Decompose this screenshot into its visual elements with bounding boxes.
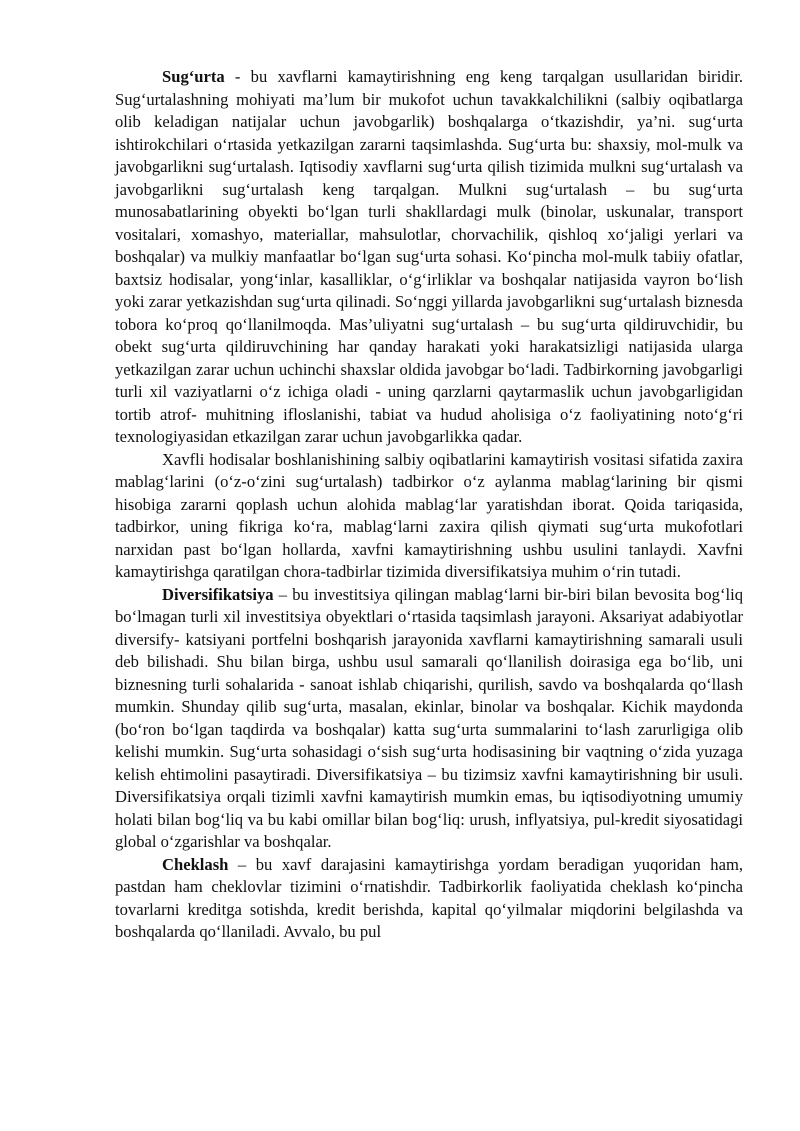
paragraph-reserve-funds xyxy=(115,449,743,584)
paragraph-reserve-funds-text: Xavfli hodisalar boshlanishining salbiy oqibatlarini kamaytirish vositasi sifatida zaxira mablag‘larini (o‘z-o‘zini sug‘urtalash) tadbirkor o‘z aylanma mablag‘larining bir qismi hisobiga zararni qoplash uchun alohida mablag‘lar yaratishdan iborat. Qoida tariqasida, tadbirkor, uning fikriga ko‘ra, mablag‘larni zaxira qilish qiymati sug‘urta mukofotlari narxidan past bo‘lgan hollarda, xavfni kamaytirishning ushbu usulini tanlaydi. Xavfni kamaytirishga qaratilgan chora-tadbirlar tizimida diversifikatsiya muhim o‘rin tutadi. xyxy=(115,449,743,581)
term-limitation: Cheklash xyxy=(162,854,229,874)
term-diversification: Diversifikatsiya xyxy=(162,584,274,604)
paragraph-insurance xyxy=(115,66,743,449)
paragraph-limitation xyxy=(115,854,743,944)
paragraph-insurance-text: - bu xavflarni kamaytirishning eng keng tarqalgan usullaridan biridir. Sug‘urtalashning mohiyati ma’lum bir mukofot uchun tavakkalchilikni (salbiy oqibatlarga olib keladigan natijalar uchun javobgarlik) boshqalarga o‘tkazishdir, ya’ni. sug‘urta ishtirokchilari o‘rtasida yetkazilgan zararni taqsimlashda. Sug‘urta bu: shaxsiy, mol-mulk va javobgarlikni sug‘urtalash. Iqtisodiy xavflarni sug‘urta qilish tizimida mulkni sug‘urtalash va javobgarlikni sug‘urtalash keng tarqalgan. Mulkni sug‘urtalash – bu sug‘urta munosabatlarining obyekti bo‘lgan turli shakllardagi mulk (binolar, uskunalar, transport vositalari, xomashyo, materiallar, mahsulotlar, chorvachilik, qishloq xo‘jaligi yerlari va boshqalar) va mulkiy manfaatlar bo‘lgan sug‘urta sohasi. Ko‘pincha mol-mulk tabiiy ofatlar, baxtsiz hodisalar, yong‘inlar, kasalliklar, o‘g‘irliklar va boshqalar natijasida vayron bo‘lish yoki zarar yetkazishdan sug‘urta qilinadi. So‘nggi yillarda javobgarlikni sug‘urtalash biznesda tobora ko‘proq qo‘llanilmoqda. Mas’uliyatni sug‘urtalash – bu sug‘urta qildiruvchidir, bu obekt sug‘urta qildiruvchining har qanday harakati yoki harakatsizligi natijasida ularga yetkazilgan zarar uchun uchinchi shaxslar oldida javobgar bo‘ladi. Tadbirkorning javobgarligi turli xil vaziyatlarni o‘z ichiga oladi - uning qarzlarni qaytarmaslik uchun javobgarligidan tortib atrof- muhitning ifloslanishi, tabiat va hudud aholisiga o‘z faoliyatining noto‘g‘ri texnologiyasidan etkazilgan zarar uchun javobgarlikka qadar. xyxy=(115,67,743,446)
paragraph-diversification-text: – bu investitsiya qilingan mablag‘larni bir-biri bilan bevosita bog‘liq bo‘lmagan turli xil investitsiya obyektlari o‘rtasida taqsimlash jarayoni. Aksariyat adabiyotlar diversify- katsiyani portfelni boshqarish jarayonida xavflarni kamaytirishning samarali usuli deb bilishadi. Shu bilan birga, ushbu usul samarali qo‘llanilish doirasiga ega bo‘lib, uni biznesning turli sohalarida - sanoat ishlab chiqarishi, qurilish, savdo va boshqalarda qo‘llash mumkin. Shunday qilib sug‘urta, masalan, ekinlar, binolar va boshqalar. Kichik maydonda (bo‘ron bo‘lgan taqdirda va boshqalar) katta sug‘urta summalarini to‘lash zarurligiga olib kelishi mumkin. Sug‘urta sohasidagi o‘sish sug‘urta hodisasining bir vaqtning o‘zida yuzaga kelish ehtimolini pasaytiradi. Diversifikatsiya – bu tizimsiz xavfni kamaytirishning bir usuli. Diversifikatsiya orqali tizimli xavfni kamaytirish mumkin emas, bu iqtisodiyotning umumiy holati bilan bog‘liq va bu kabi omillar bilan bog‘liq: urush, inflyatsiya, pul-kredit siyosatidagi global o‘zgarishlar va boshqalar. xyxy=(115,584,743,851)
term-insurance: Sug‘urta xyxy=(162,67,225,86)
paragraph-diversification xyxy=(115,584,743,854)
paragraph-limitation-text: – bu xavf darajasini kamaytirishga yordam beradigan yuqoridan ham, pastdan ham cheklovlar tizimini o‘rnatishdir. Tadbirkorlik faoliyatida cheklash ko‘pincha tovarlarni kreditga sotishda, kredit berishda, kapital qo‘yilmalar miqdorini belgilashda va boshqalarda qo‘llaniladi. Avvalo, bu pul xyxy=(115,854,743,941)
